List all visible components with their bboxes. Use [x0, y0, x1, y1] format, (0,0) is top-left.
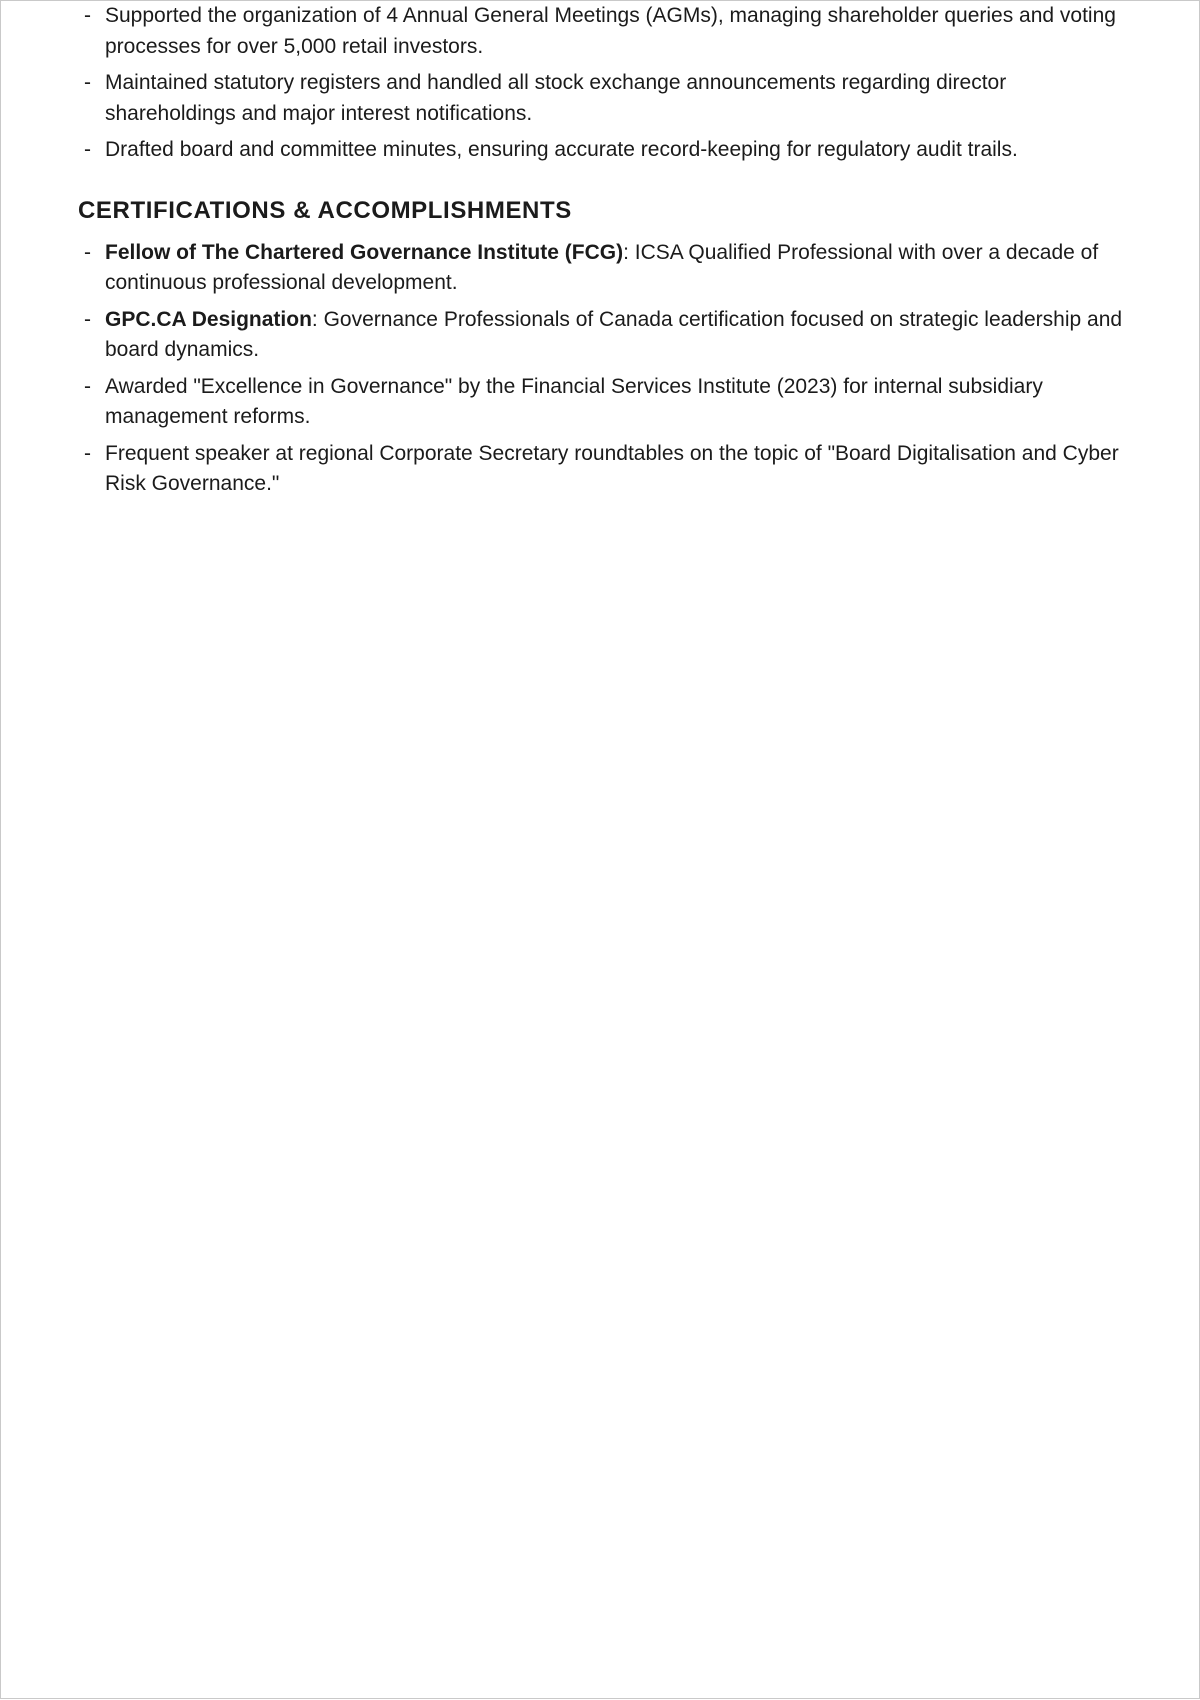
certification-title: Fellow of The Chartered Governance Institute (FCG): [105, 240, 624, 264]
list-item: [78, 372, 1128, 433]
bullet-marker: -: [84, 71, 91, 94]
bullet-marker: -: [84, 240, 91, 264]
certification-description: : Governance Professionals of Canada certification focused on strategic leadership and board dynamics.: [105, 307, 1123, 361]
bullet-marker: -: [84, 307, 91, 331]
list-item: [78, 439, 1128, 500]
list-item: [78, 68, 1128, 129]
accomplishment-text: Awarded "Excellence in Governance" by the Financial Services Institute (2023) for internal subsidiary management reforms.: [105, 374, 1043, 428]
bullet-marker: -: [84, 374, 91, 398]
experience-bullet-list: [78, 1, 1128, 166]
certification-title: GPC.CA Designation: [105, 307, 312, 331]
bullet-marker: -: [84, 138, 91, 161]
list-item: [78, 135, 1128, 166]
list-item: [78, 305, 1128, 366]
section-heading-certifications: CERTIFICATIONS & ACCOMPLISHMENTS: [78, 196, 572, 224]
certification-description: : ICSA Qualified Professional with over a decade of continuous professional development.: [105, 240, 1099, 294]
list-item: [78, 1, 1128, 62]
list-item: [78, 238, 1128, 299]
certifications-bullet-list: [78, 238, 1128, 500]
bullet-text: Maintained statutory registers and handled all stock exchange announcements regarding director shareholdings and major interest notifications.: [105, 71, 1007, 125]
bullet-marker: -: [84, 441, 91, 465]
bullet-text: Drafted board and committee minutes, ensuring accurate record-keeping for regulatory audit trails.: [105, 138, 1018, 161]
bullet-marker: -: [84, 4, 91, 27]
accomplishment-text: Frequent speaker at regional Corporate Secretary roundtables on the topic of "Board Digitalisation and Cyber Risk Governance.": [105, 441, 1119, 495]
document-content: [78, 1, 1128, 506]
bullet-text: Supported the organization of 4 Annual General Meetings (AGMs), managing shareholder queries and voting processes for over 5,000 retail investors.: [105, 4, 1116, 58]
